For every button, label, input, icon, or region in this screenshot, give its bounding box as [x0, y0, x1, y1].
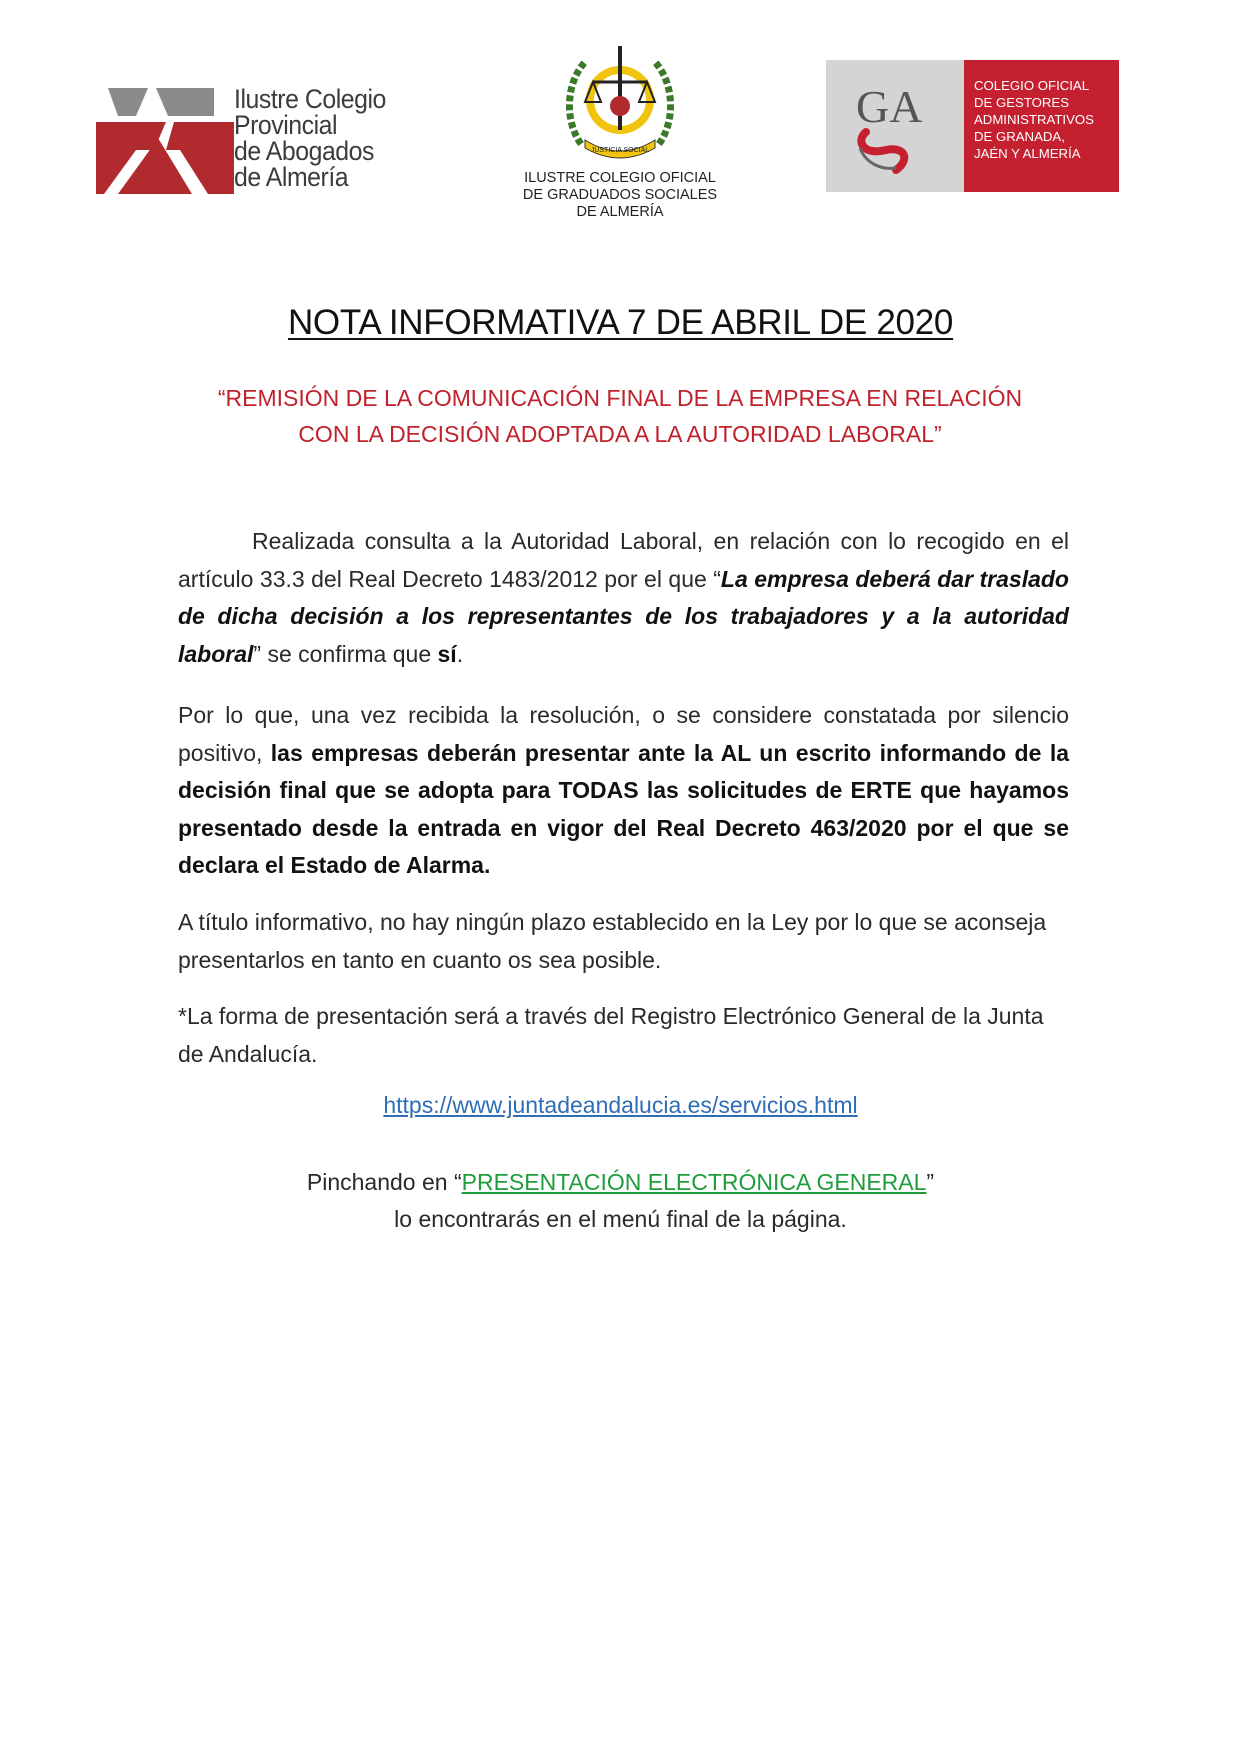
p2-bold: las empresas deberán presentar ante la AL un escrito informando de la decisión final que se adopta para TODAS las solicitudes de ERTE que hayamos presentado desde la entrada en vigor del Real Decreto 463/2020 por el que se declara el Estado de Alarma.	[178, 739, 1069, 878]
final-post: ”	[926, 1169, 935, 1195]
gestores-line: DE GESTORES	[974, 95, 1070, 110]
abogados-line: Ilustre Colegio	[234, 84, 386, 114]
paragraph-plazo: A título informativo, no hay ningún plazo establecido en la Ley por lo que se aconseja presentarlos en tanto en cuanto os sea posible.	[178, 909, 1047, 973]
gestores-line: DE GRANADA,	[974, 129, 1065, 144]
abogados-mark-icon	[96, 78, 236, 202]
subtitle	[120, 380, 1120, 452]
logo-colegio-gestores	[826, 60, 1119, 192]
gestores-line: JAÉN Y ALMERÍA	[974, 146, 1081, 161]
final-line-2: lo encontrarás en el menú final de la página.	[394, 1206, 847, 1232]
ga-monogram-text: GA	[856, 81, 923, 132]
graduados-line: DE ALMERÍA	[576, 204, 664, 220]
p1-si: sí	[437, 640, 457, 667]
abogados-line: de Almería	[234, 162, 349, 192]
subtitle-line: CON LA DECISIÓN ADOPTADA A LA AUTORIDAD LABORAL”	[298, 421, 942, 447]
justice-seal-icon	[563, 44, 677, 162]
paragraph-forma-presentacion: *La forma de presentación será a través del Registro Electrónico General de la Junta de Andalucía.	[178, 1003, 1044, 1067]
seal-motto: JUSTICIA SOCIAL	[590, 147, 650, 154]
abogados-line: de Abogados	[234, 136, 374, 166]
logo-colegio-abogados	[96, 78, 426, 202]
link-line	[0, 1092, 1241, 1119]
graduados-text	[505, 170, 735, 221]
subtitle-line: “REMISIÓN DE LA COMUNICACIÓN FINAL DE LA EMPRESA EN RELACIÓN	[217, 385, 1023, 411]
final-pre: Pinchando en “	[306, 1169, 462, 1195]
gestores-line: COLEGIO OFICIAL	[974, 78, 1090, 93]
p1-text: Realizada consulta a la Autoridad Laboral, en relación con lo recogido en el artículo 33.3 del Real Decreto 1483/2012 por el que “	[178, 528, 1069, 592]
gestores-mark	[826, 60, 964, 192]
p2-text: Por lo que, una vez recibida la resolución, o se considere constatada por silencio positivo,	[178, 702, 1069, 766]
paragraph-presentar	[178, 697, 1069, 885]
gestores-line: ADMINISTRATIVOS	[974, 112, 1094, 127]
graduados-line: ILUSTRE COLEGIO OFICIAL	[524, 170, 716, 186]
final-line-1	[0, 1164, 1241, 1201]
graduados-line: DE GRADUADOS SOCIALES	[522, 187, 718, 203]
ga-monogram-icon	[826, 60, 964, 192]
abogados-text	[234, 86, 418, 190]
logo-colegio-graduados	[505, 44, 735, 234]
p1-quote: La empresa deberá dar traslado de dicha decisión a los representantes de los trabajadores y a la autoridad laboral	[178, 565, 1069, 667]
abogados-line: Provincial	[234, 110, 338, 140]
p1-text-2: ” se confirma que	[253, 640, 438, 667]
paragraph-consulta	[178, 523, 1069, 673]
presentacion-electronica-link[interactable]: PRESENTACIÓN ELECTRÓNICA GENERAL	[461, 1169, 927, 1195]
final-instructions	[0, 1164, 1241, 1238]
gestores-text	[964, 60, 1119, 192]
page-title: NOTA INFORMATIVA 7 DE ABRIL DE 2020	[287, 303, 954, 342]
junta-andalucia-link[interactable]: https://www.juntadeandalucia.es/servicios.html	[383, 1092, 858, 1118]
p1-end: .	[456, 640, 464, 667]
